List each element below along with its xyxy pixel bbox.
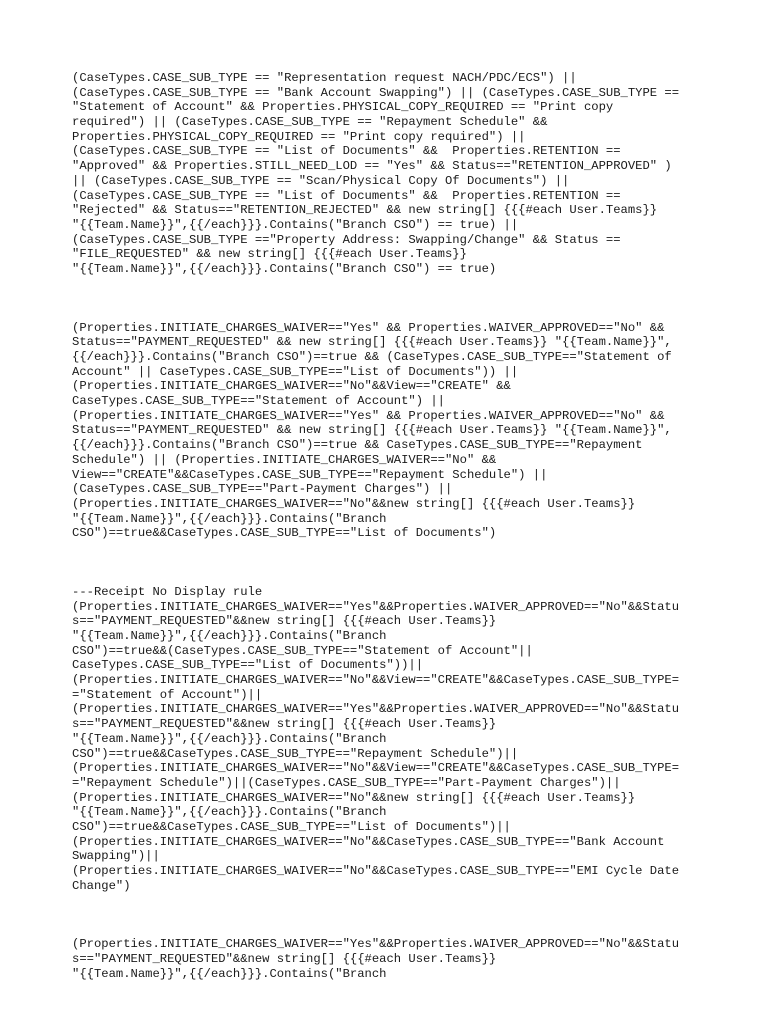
code-line: {{/each}}}.Contains("Branch CSO")==true && (CaseTypes.CASE_SUB_TYPE=="Statement of [72, 350, 672, 364]
code-line: (Properties.INITIATE_CHARGES_WAIVER=="No"&&new string[] {{{#each User.Teams}} [72, 790, 636, 805]
code-line: "{{Team.Name}}",{{/each}}}.Contains("Branch [72, 966, 387, 981]
code-line: Swapping")|| [72, 849, 160, 864]
code-line: "{{Team.Name}}",{{/each}}}.Contains("Branch [72, 629, 387, 643]
code-line: CaseTypes.CASE_SUB_TYPE=="List of Documents"))|| [72, 658, 424, 673]
code-line: Schedule") || (Properties.INITIATE_CHARGES_WAIVER=="No" && [72, 452, 497, 467]
code-line: "{{Team.Name}}",{{/each}}}.Contains("Branch [72, 805, 387, 820]
code-line: (Properties.INITIATE_CHARGES_WAIVER=="No"&&View=="CREATE" && [72, 379, 511, 394]
code-line: s=="PAYMENT_REQUESTED"&&new string[] {{{#each User.Teams}} [72, 614, 497, 629]
code-line: View=="CREATE"&&CaseTypes.CASE_SUB_TYPE=="Repayment Schedule") || [72, 467, 548, 482]
code-line: (Properties.INITIATE_CHARGES_WAIVER=="Yes" && Properties.WAIVER_APPROVED=="No" && [72, 408, 665, 423]
rule-block-case-visibility [72, 71, 712, 277]
code-line: Change") [72, 878, 131, 893]
rule-block-charges-waiver [72, 321, 712, 541]
code-line: (Properties.INITIATE_CHARGES_WAIVER=="Yes"&&Properties.WAIVER_APPROVED=="No"&&Statu [72, 599, 680, 614]
rule-block-receipt-no-display [72, 585, 712, 893]
code-line: Account" || CaseTypes.CASE_SUB_TYPE=="List of Documents")) || [72, 364, 519, 379]
code-line: s=="PAYMENT_REQUESTED"&&new string[] {{{#each User.Teams}} [72, 952, 497, 967]
code-line: Status=="PAYMENT_REQUESTED" && new string[] {{{#each User.Teams}} "{{Team.Name}}", [72, 335, 672, 350]
code-line: CSO")==true&&CaseTypes.CASE_SUB_TYPE=="Repayment Schedule")|| [72, 746, 519, 761]
code-line: || (CaseTypes.CASE_SUB_TYPE == "Scan/Physical Copy Of Documents") || [72, 173, 570, 188]
code-line: (Properties.INITIATE_CHARGES_WAIVER=="Yes"&&Properties.WAIVER_APPROVED=="No"&&Statu [72, 937, 680, 952]
block-spacer [72, 893, 712, 937]
code-line: ="Repayment Schedule")||(CaseTypes.CASE_SUB_TYPE=="Part-Payment Charges")|| [72, 775, 621, 790]
code-line: "{{Team.Name}}",{{/each}}}.Contains("Branch CSO") == true) [72, 261, 497, 276]
code-line: (Properties.INITIATE_CHARGES_WAIVER=="Yes" && Properties.WAIVER_APPROVED=="No" && [72, 320, 665, 335]
code-line: (Properties.INITIATE_CHARGES_WAIVER=="No"&&CaseTypes.CASE_SUB_TYPE=="Bank Account [72, 834, 665, 849]
code-line: Properties.PHYSICAL_COPY_REQUIRED == "Print copy required") || [72, 129, 526, 144]
code-line: (Properties.INITIATE_CHARGES_WAIVER=="No"&&new string[] {{{#each User.Teams}} [72, 496, 636, 511]
code-line: "{{Team.Name}}",{{/each}}}.Contains("Branch [72, 731, 387, 746]
code-line: "{{Team.Name}}",{{/each}}}.Contains("Branch CSO") == true) || [72, 217, 519, 232]
code-line: (CaseTypes.CASE_SUB_TYPE=="Part-Payment Charges") || [72, 482, 453, 497]
code-line: CaseTypes.CASE_SUB_TYPE=="Statement of Account") || [72, 394, 445, 409]
code-line: "Rejected" && Status=="RETENTION_REJECTED" && new string[] {{{#each User.Teams}} [72, 203, 658, 218]
section-comment: ---Receipt No Display rule [72, 584, 263, 599]
code-line: (CaseTypes.CASE_SUB_TYPE == "Bank Account Swapping") || (CaseTypes.CASE_SUB_TYPE == [72, 85, 680, 100]
code-line: (Properties.INITIATE_CHARGES_WAIVER=="Yes"&&Properties.WAIVER_APPROVED=="No"&&Statu [72, 702, 680, 717]
document-page [72, 71, 712, 981]
code-line: CSO")==true&&(CaseTypes.CASE_SUB_TYPE=="Statement of Account"|| [72, 643, 533, 658]
block-spacer [72, 541, 712, 585]
code-line: (Properties.INITIATE_CHARGES_WAIVER=="No"&&CaseTypes.CASE_SUB_TYPE=="EMI Cycle Date [72, 864, 680, 878]
code-line: (CaseTypes.CASE_SUB_TYPE =="Property Address: Swapping/Change" && Status == [72, 232, 621, 247]
code-line: ="Statement of Account")|| [72, 687, 263, 702]
code-line: "Approved" && Properties.STILL_NEED_LOD == "Yes" && Status=="RETENTION_APPROVED" ) [72, 159, 672, 174]
code-line: "Statement of Account" && Properties.PHYSICAL_COPY_REQUIRED == "Print copy [72, 100, 614, 115]
code-line: (Properties.INITIATE_CHARGES_WAIVER=="No"&&View=="CREATE"&&CaseTypes.CASE_SUB_TYPE= [72, 761, 680, 776]
code-line: (Properties.INITIATE_CHARGES_WAIVER=="No"&&View=="CREATE"&&CaseTypes.CASE_SUB_TYPE= [72, 673, 680, 688]
block-spacer [72, 277, 712, 321]
code-line: s=="PAYMENT_REQUESTED"&&new string[] {{{#each User.Teams}} [72, 717, 497, 732]
code-line: "FILE_REQUESTED" && new string[] {{{#each User.Teams}} [72, 247, 467, 262]
code-line: CSO")==true&&CaseTypes.CASE_SUB_TYPE=="List of Documents") [72, 526, 497, 541]
code-line: (CaseTypes.CASE_SUB_TYPE == "List of Documents" && Properties.RETENTION == [72, 144, 621, 159]
code-line: required") || (CaseTypes.CASE_SUB_TYPE == "Repayment Schedule" && [72, 115, 548, 130]
code-line: "{{Team.Name}}",{{/each}}}.Contains("Branch [72, 511, 387, 526]
code-line: (CaseTypes.CASE_SUB_TYPE == "List of Documents" && Properties.RETENTION == [72, 188, 621, 203]
code-line: (CaseTypes.CASE_SUB_TYPE == "Representation request NACH/PDC/ECS") || [72, 71, 577, 85]
rule-block-truncated [72, 937, 712, 981]
code-line: Status=="PAYMENT_REQUESTED" && new string[] {{{#each User.Teams}} "{{Team.Name}}", [72, 423, 672, 438]
code-line: CSO")==true&&CaseTypes.CASE_SUB_TYPE=="List of Documents")|| [72, 819, 511, 834]
code-line: {{/each}}}.Contains("Branch CSO")==true && CaseTypes.CASE_SUB_TYPE=="Repayment [72, 438, 643, 453]
